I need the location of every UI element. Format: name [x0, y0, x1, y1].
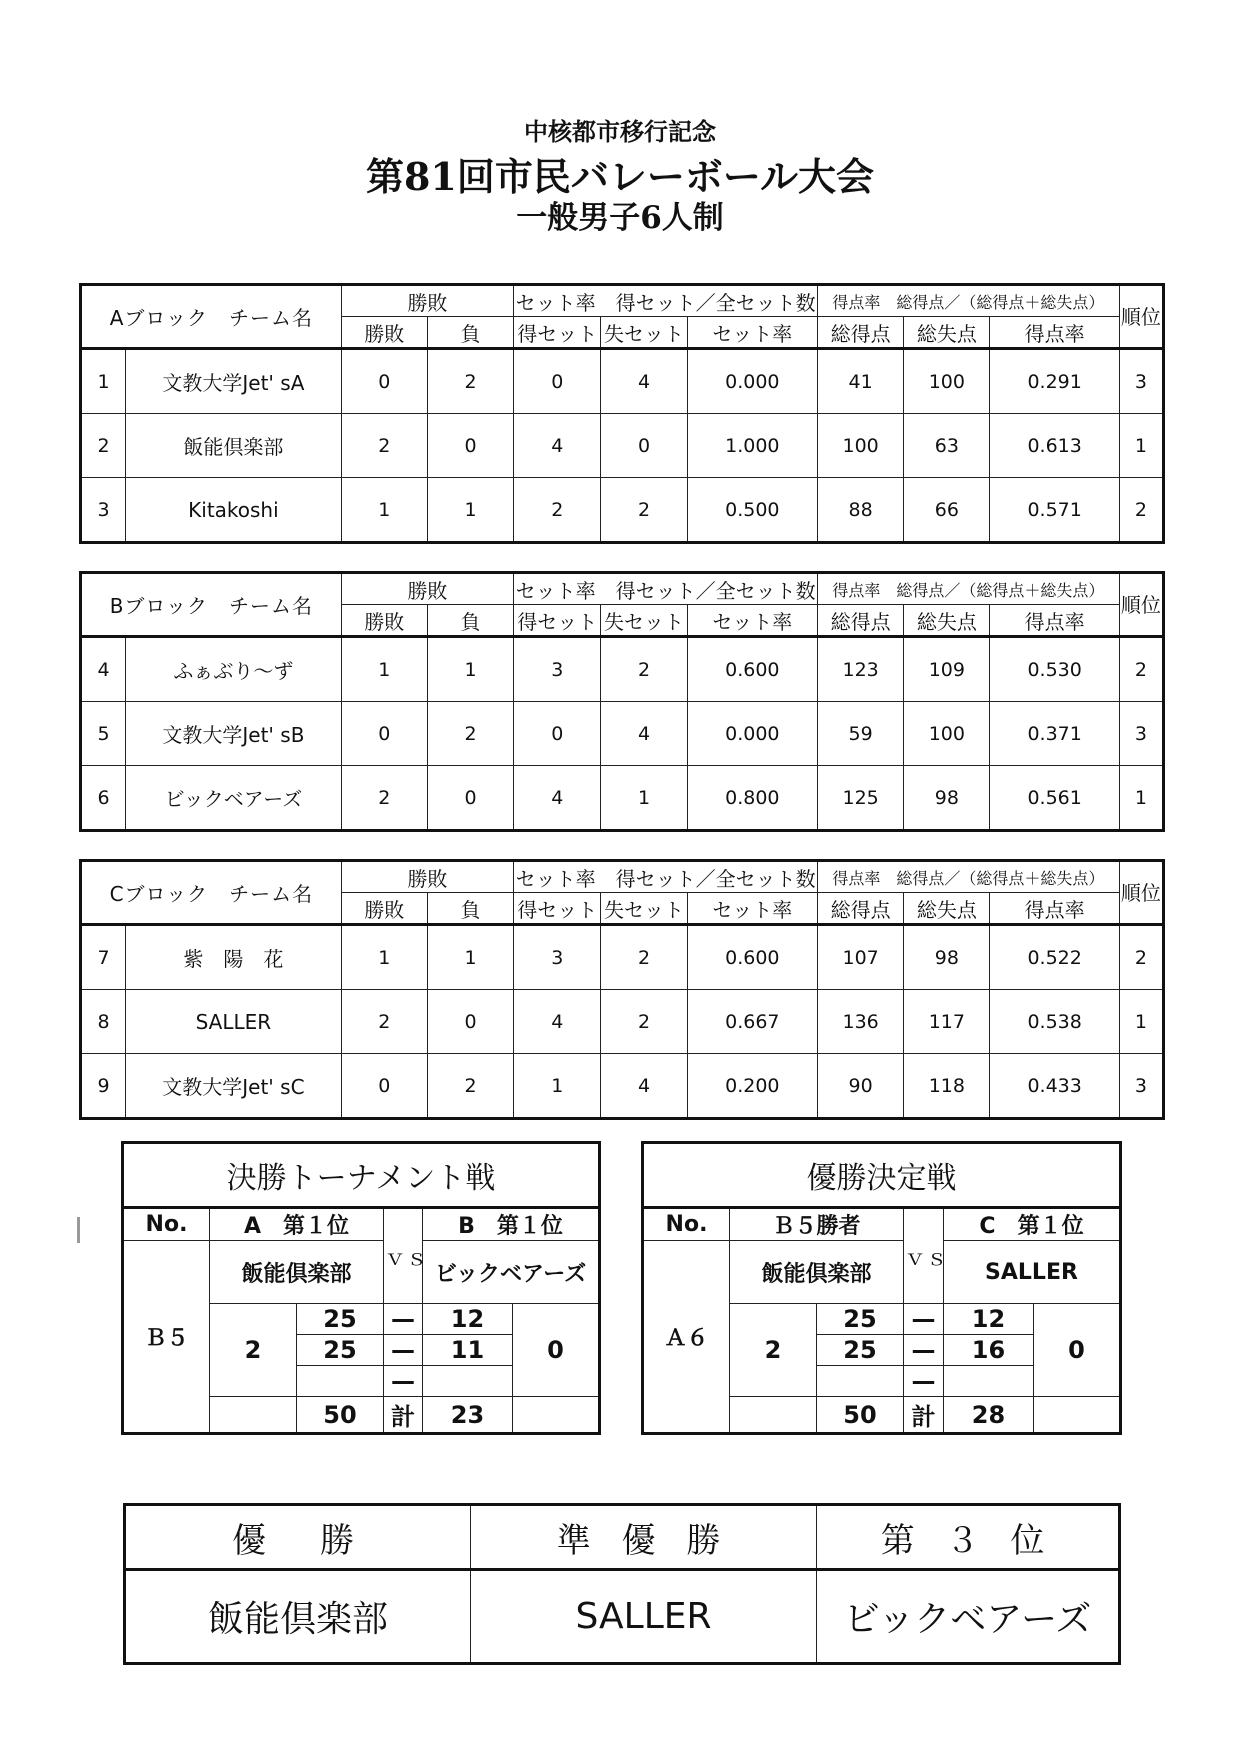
rank-header: 順位 — [1119, 861, 1163, 925]
row-number-cell: 1 — [81, 349, 126, 414]
total-spacer-left — [730, 1397, 817, 1434]
points-against-header: 総失点 — [904, 605, 990, 637]
rank-cell: 3 — [1119, 1054, 1163, 1119]
losses-cell: 2 — [427, 1054, 513, 1119]
set-rate-cell: 0.667 — [687, 990, 817, 1054]
block-table — [79, 859, 1165, 1120]
block-name: Bブロック チーム名 — [81, 573, 342, 637]
runner-up-team: SALLER — [471, 1570, 817, 1664]
block-table — [79, 283, 1165, 544]
set3-dash: — — [904, 1366, 944, 1397]
row-number-cell: 9 — [81, 1054, 126, 1119]
set-rate-cell: 0.500 — [687, 478, 817, 543]
sets-lost-header: 失セット — [601, 893, 687, 925]
set2-right-score: 11 — [423, 1335, 513, 1366]
third-place-team: ビックベアーズ — [817, 1570, 1120, 1664]
rank-cell: 3 — [1119, 702, 1163, 766]
bracket-final-tournament — [121, 1141, 601, 1435]
sets-won-cell: 3 — [514, 925, 601, 990]
row-number-cell: 5 — [81, 702, 126, 766]
point-rate-cell: 0.613 — [990, 414, 1119, 478]
points-for-cell: 123 — [818, 637, 904, 702]
points-for-cell: 90 — [818, 1054, 904, 1119]
team-name-cell: Kitakoshi — [126, 478, 342, 543]
set2-left-score: 25 — [817, 1335, 904, 1366]
set1-right-score: 12 — [423, 1304, 513, 1335]
point-rate-group-header: 得点率 総得点／（総得点＋総失点） — [818, 285, 1120, 317]
wins-cell: 2 — [341, 414, 427, 478]
right-sets-won: 0 — [513, 1304, 600, 1397]
wins-header: 勝敗 — [341, 605, 427, 637]
point-rate-cell: 0.433 — [990, 1054, 1119, 1119]
set-rate-group-header: セット率 得セット／全セット数 — [514, 861, 818, 893]
left-seed-label: A 第１位 — [210, 1208, 384, 1241]
sets-won-header: 得セット — [514, 317, 601, 349]
points-for-cell: 100 — [818, 414, 904, 478]
wins-cell: 0 — [341, 702, 427, 766]
margin-mark — [77, 1217, 80, 1243]
bracket-title: 決勝トーナメント戦 — [123, 1143, 600, 1208]
wins-cell: 1 — [341, 478, 427, 543]
event-title: 第81回市民バレーボール大会 — [365, 154, 875, 199]
set-rate-group-header: セット率 得セット／全セット数 — [514, 573, 818, 605]
points-for-cell: 107 — [818, 925, 904, 990]
losses-cell: 1 — [427, 478, 513, 543]
losses-cell: 2 — [427, 702, 513, 766]
right-team: SALLER — [944, 1241, 1121, 1304]
team-name-cell: 文教大学Jet' sA — [126, 349, 342, 414]
row-number-cell: 8 — [81, 990, 126, 1054]
wins-cell: 2 — [341, 766, 427, 831]
total-spacer-right — [1034, 1397, 1121, 1434]
event-subtitle: 中核都市移行記念 — [524, 117, 716, 146]
sets-won-cell: 2 — [514, 478, 601, 543]
champion-team: 飯能倶楽部 — [125, 1570, 471, 1664]
table-row — [81, 766, 1164, 831]
set-rate-header: セット率 — [687, 605, 817, 637]
sets-won-cell: 0 — [514, 702, 601, 766]
losses-cell: 0 — [427, 990, 513, 1054]
points-for-header: 総得点 — [818, 605, 904, 637]
final-results-table — [123, 1503, 1121, 1665]
table-row — [81, 349, 1164, 414]
points-against-cell: 109 — [904, 637, 990, 702]
set-rate-header: セット率 — [687, 317, 817, 349]
sets-won-cell: 4 — [514, 990, 601, 1054]
points-against-header: 総失点 — [904, 317, 990, 349]
wins-cell: 1 — [341, 925, 427, 990]
bracket-title: 優勝決定戦 — [643, 1143, 1121, 1208]
row-number-cell: 2 — [81, 414, 126, 478]
set3-left-score — [817, 1366, 904, 1397]
table-row — [81, 414, 1164, 478]
set2-dash: — — [904, 1335, 944, 1366]
set2-dash: — — [384, 1335, 423, 1366]
table-row — [81, 478, 1164, 543]
match-number: Ｂ５ — [123, 1241, 210, 1434]
set1-dash: — — [384, 1304, 423, 1335]
points-against-cell: 100 — [904, 702, 990, 766]
team-name-cell: 文教大学Jet' sB — [126, 702, 342, 766]
total-left-score: 50 — [817, 1397, 904, 1434]
set-rate-cell: 0.000 — [687, 702, 817, 766]
total-right-score: 23 — [423, 1397, 513, 1434]
match-no-label: No. — [643, 1208, 730, 1241]
sets-lost-cell: 2 — [601, 637, 687, 702]
row-number-cell: 3 — [81, 478, 126, 543]
event-category: 一般男子6人制 — [516, 200, 724, 236]
points-against-cell: 98 — [904, 766, 990, 831]
losses-cell: 1 — [427, 925, 513, 990]
losses-header: 負 — [427, 605, 513, 637]
third-place-header: 第 ３ 位 — [817, 1505, 1120, 1570]
wins-cell: 0 — [341, 349, 427, 414]
total-left-score: 50 — [297, 1397, 384, 1434]
sets-won-cell: 3 — [514, 637, 601, 702]
set-rate-header: セット率 — [687, 893, 817, 925]
team-name-cell: ビックベアーズ — [126, 766, 342, 831]
table-row — [81, 1054, 1164, 1119]
sets-won-cell: 4 — [514, 414, 601, 478]
point-rate-group-header: 得点率 総得点／（総得点＋総失点） — [818, 573, 1120, 605]
right-seed-label: C 第１位 — [944, 1208, 1121, 1241]
rank-cell: 2 — [1119, 637, 1163, 702]
point-rate-cell: 0.522 — [990, 925, 1119, 990]
match-number: Ａ６ — [643, 1241, 730, 1434]
rank-header: 順位 — [1119, 285, 1163, 349]
points-for-header: 総得点 — [818, 317, 904, 349]
rank-cell: 1 — [1119, 990, 1163, 1054]
team-name-cell: 文教大学Jet' sC — [126, 1054, 342, 1119]
match-no-label: No. — [123, 1208, 210, 1241]
wins-cell: 2 — [341, 990, 427, 1054]
set2-left-score: 25 — [297, 1335, 384, 1366]
winloss-group-header: 勝敗 — [341, 285, 513, 317]
points-for-header: 総得点 — [818, 893, 904, 925]
winloss-group-header: 勝敗 — [341, 573, 513, 605]
row-number-cell: 6 — [81, 766, 126, 831]
sets-lost-cell: 2 — [601, 990, 687, 1054]
block-name: Cブロック チーム名 — [81, 861, 342, 925]
table-row — [81, 637, 1164, 702]
point-rate-cell: 0.291 — [990, 349, 1119, 414]
points-against-cell: 100 — [904, 349, 990, 414]
sets-lost-cell: 0 — [601, 414, 687, 478]
sets-lost-cell: 4 — [601, 349, 687, 414]
table-row — [81, 702, 1164, 766]
left-sets-won: 2 — [210, 1304, 297, 1397]
right-team: ビックベアーズ — [423, 1241, 600, 1304]
row-number-cell: 7 — [81, 925, 126, 990]
point-rate-header: 得点率 — [990, 893, 1119, 925]
total-label: 計 — [904, 1397, 944, 1434]
rank-cell: 1 — [1119, 414, 1163, 478]
team-name-cell: 紫 陽 花 — [126, 925, 342, 990]
point-rate-cell: 0.538 — [990, 990, 1119, 1054]
sets-lost-cell: 1 — [601, 766, 687, 831]
table-row — [81, 925, 1164, 990]
point-rate-group-header: 得点率 総得点／（総得点＋総失点） — [818, 861, 1120, 893]
point-rate-cell: 0.561 — [990, 766, 1119, 831]
points-against-cell: 118 — [904, 1054, 990, 1119]
losses-header: 負 — [427, 317, 513, 349]
row-number-cell: 4 — [81, 637, 126, 702]
team-name-cell: SALLER — [126, 990, 342, 1054]
right-seed-label: B 第１位 — [423, 1208, 600, 1241]
left-team: 飯能倶楽部 — [730, 1241, 904, 1304]
wins-cell: 1 — [341, 637, 427, 702]
block-name: Aブロック チーム名 — [81, 285, 342, 349]
point-rate-header: 得点率 — [990, 317, 1119, 349]
rank-cell: 3 — [1119, 349, 1163, 414]
points-for-cell: 41 — [818, 349, 904, 414]
sets-lost-cell: 2 — [601, 925, 687, 990]
points-against-header: 総失点 — [904, 893, 990, 925]
losses-header: 負 — [427, 893, 513, 925]
sets-won-header: 得セット — [514, 605, 601, 637]
set-rate-group-header: セット率 得セット／全セット数 — [514, 285, 818, 317]
points-against-cell: 66 — [904, 478, 990, 543]
set1-left-score: 25 — [817, 1304, 904, 1335]
set3-left-score — [297, 1366, 384, 1397]
rank-header: 順位 — [1119, 573, 1163, 637]
losses-cell: 0 — [427, 766, 513, 831]
losses-cell: 1 — [427, 637, 513, 702]
left-seed-label: Ｂ５勝者 — [730, 1208, 904, 1241]
set3-right-score — [423, 1366, 513, 1397]
set2-right-score: 16 — [944, 1335, 1034, 1366]
points-against-cell: 117 — [904, 990, 990, 1054]
bracket-championship — [641, 1141, 1122, 1435]
losses-cell: 2 — [427, 349, 513, 414]
set-rate-cell: 0.200 — [687, 1054, 817, 1119]
sets-lost-cell: 4 — [601, 702, 687, 766]
set-rate-cell: 1.000 — [687, 414, 817, 478]
sets-won-header: 得セット — [514, 893, 601, 925]
wins-cell: 0 — [341, 1054, 427, 1119]
set-rate-cell: 0.600 — [687, 925, 817, 990]
sets-won-cell: 0 — [514, 349, 601, 414]
vs-label: ｖｓ — [904, 1208, 944, 1304]
sets-lost-header: 失セット — [601, 605, 687, 637]
wins-header: 勝敗 — [341, 317, 427, 349]
set-rate-cell: 0.800 — [687, 766, 817, 831]
points-for-cell: 88 — [818, 478, 904, 543]
rank-cell: 2 — [1119, 478, 1163, 543]
table-row — [81, 990, 1164, 1054]
champion-header: 優 勝 — [125, 1505, 471, 1570]
set-rate-cell: 0.000 — [687, 349, 817, 414]
points-against-cell: 63 — [904, 414, 990, 478]
vs-label: ｖｓ — [384, 1208, 423, 1304]
sets-won-cell: 1 — [514, 1054, 601, 1119]
team-name-cell: 飯能倶楽部 — [126, 414, 342, 478]
set3-dash: — — [384, 1366, 423, 1397]
total-label: 計 — [384, 1397, 423, 1434]
left-sets-won: 2 — [730, 1304, 817, 1397]
set3-right-score — [944, 1366, 1034, 1397]
set-rate-cell: 0.600 — [687, 637, 817, 702]
sets-won-cell: 4 — [514, 766, 601, 831]
point-rate-header: 得点率 — [990, 605, 1119, 637]
points-against-cell: 98 — [904, 925, 990, 990]
losses-cell: 0 — [427, 414, 513, 478]
point-rate-cell: 0.571 — [990, 478, 1119, 543]
right-sets-won: 0 — [1034, 1304, 1121, 1397]
total-spacer-left — [210, 1397, 297, 1434]
runner-up-header: 準 優 勝 — [471, 1505, 817, 1570]
left-team: 飯能倶楽部 — [210, 1241, 384, 1304]
sets-lost-cell: 4 — [601, 1054, 687, 1119]
rank-cell: 2 — [1119, 925, 1163, 990]
points-for-cell: 59 — [818, 702, 904, 766]
sets-lost-header: 失セット — [601, 317, 687, 349]
team-name-cell: ふぁぶり〜ず — [126, 637, 342, 702]
set1-dash: — — [904, 1304, 944, 1335]
sets-lost-cell: 2 — [601, 478, 687, 543]
rank-cell: 1 — [1119, 766, 1163, 831]
total-right-score: 28 — [944, 1397, 1034, 1434]
points-for-cell: 136 — [818, 990, 904, 1054]
points-for-cell: 125 — [818, 766, 904, 831]
wins-header: 勝敗 — [341, 893, 427, 925]
total-spacer-right — [513, 1397, 600, 1434]
point-rate-cell: 0.371 — [990, 702, 1119, 766]
set1-right-score: 12 — [944, 1304, 1034, 1335]
winloss-group-header: 勝敗 — [341, 861, 513, 893]
block-table — [79, 571, 1165, 832]
set1-left-score: 25 — [297, 1304, 384, 1335]
point-rate-cell: 0.530 — [990, 637, 1119, 702]
